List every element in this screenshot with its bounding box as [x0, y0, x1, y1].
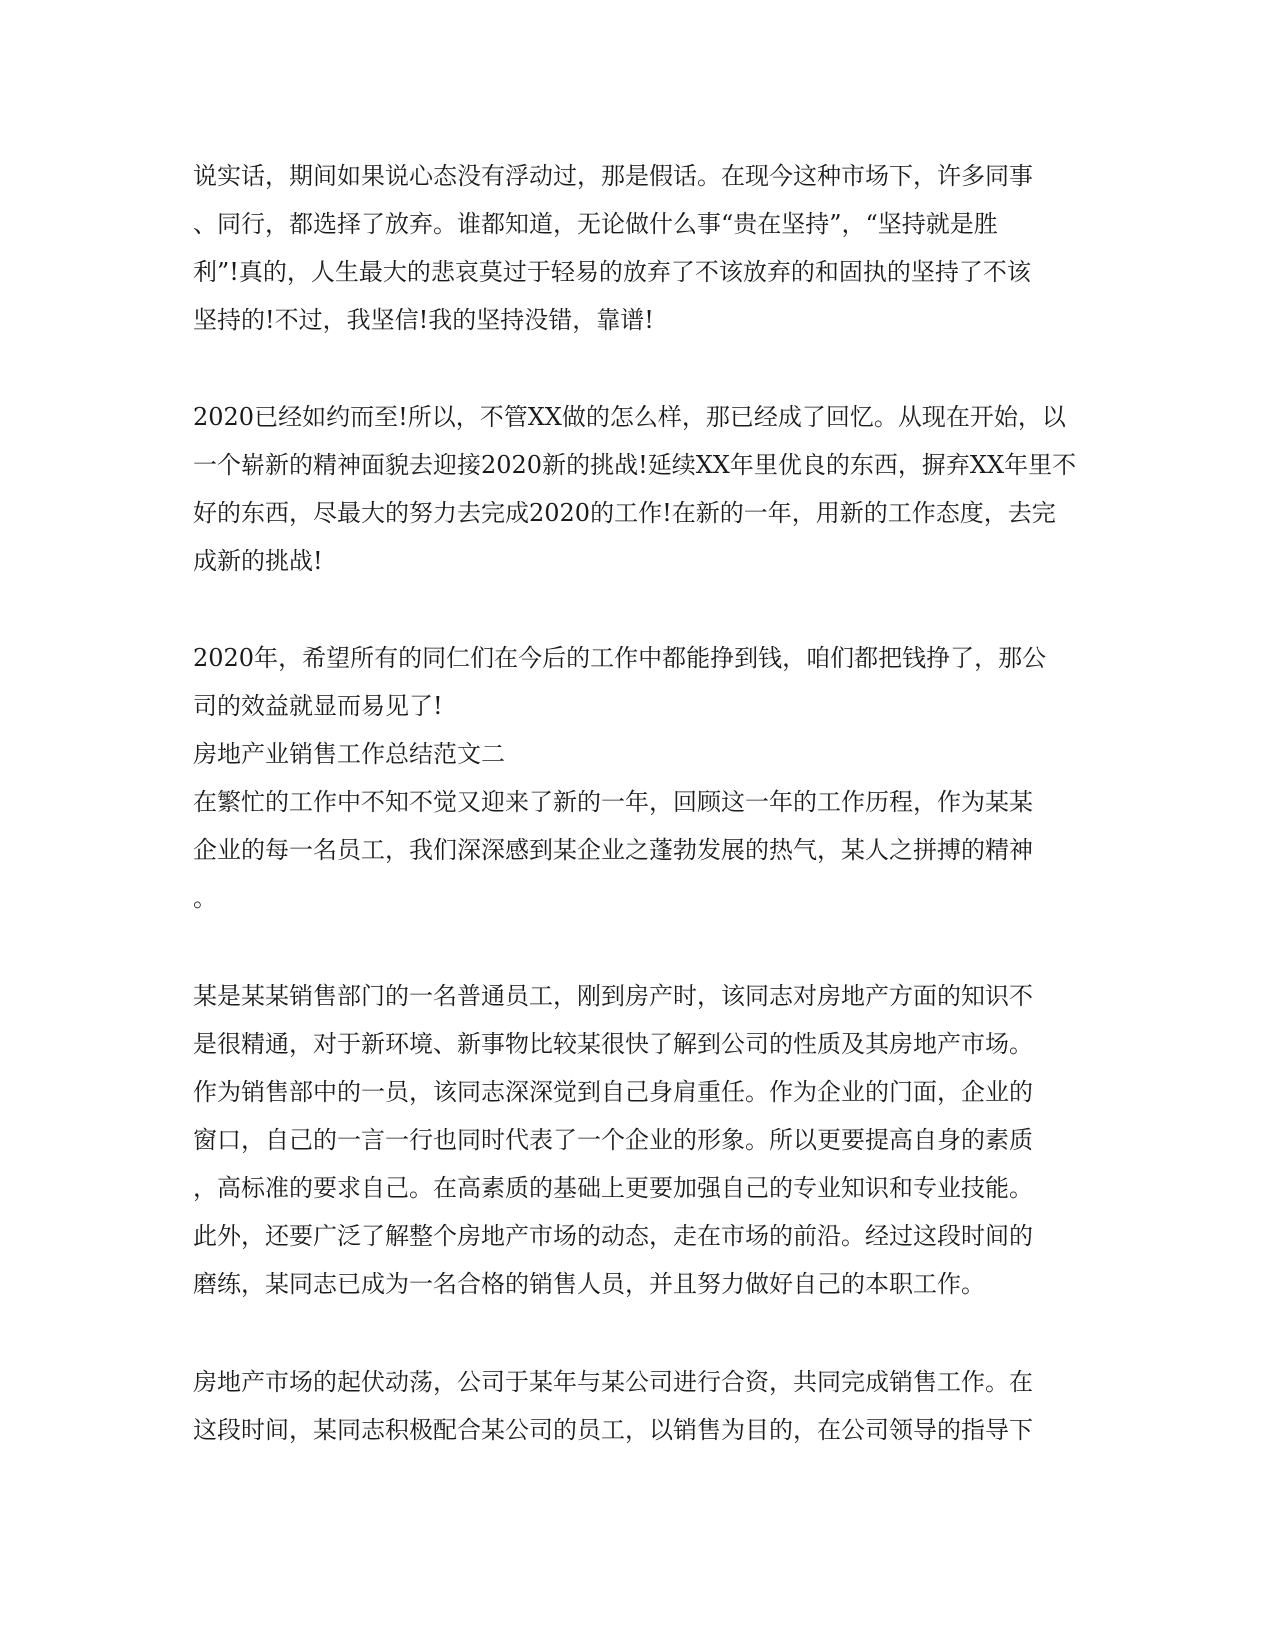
text-line: 成新的挑战!: [193, 547, 323, 575]
text-line: 利”!真的，人生最大的悲哀莫过于轻易的放弃了不该放弃的和固执的坚持了不该: [193, 258, 1031, 286]
text-line: 2020已经如约而至!所以，不管XX做的怎么样，那已经成了回忆。从现在开始，以: [193, 403, 1066, 431]
paragraph-2: [193, 393, 1083, 585]
text-line: 企业的每一名员工，我们深深感到某企业之蓬勃发展的热气，某人之拼搏的精神: [193, 836, 1033, 864]
text-line: 2020年，希望所有的同仁们在今后的工作中都能挣到钱，咱们都把钱挣了，那公: [193, 644, 1047, 672]
text-line: 这段时间，某同志积极配合某公司的员工，以销售为目的，在公司领导的指导下: [193, 1416, 1033, 1444]
text-line: ，高标准的要求自己。在高素质的基础上更要加强自己的专业知识和专业技能。: [193, 1174, 1033, 1202]
paragraph-1: [193, 152, 1083, 344]
text-line: 某是某某销售部门的一名普通员工，刚到房产时，该同志对房地产方面的知识不: [193, 982, 1033, 1010]
section-heading: 房地产业销售工作总结范文二: [193, 740, 505, 768]
text-line: 。: [193, 884, 217, 912]
text-line: 房地产市场的起伏动荡，公司于某年与某公司进行合资，共同完成销售工作。在: [193, 1368, 1033, 1396]
paragraph-4: [193, 972, 1083, 1308]
text-line: 坚持的!不过，我坚信!我的坚持没错，靠谱!: [193, 306, 654, 334]
text-line: 是很精通，对于新环境、新事物比较某很快了解到公司的性质及其房地产市场。: [193, 1030, 1033, 1058]
text-line: 磨练，某同志已成为一名合格的销售人员，并且努力做好自己的本职工作。: [193, 1270, 985, 1298]
text-line: 在繁忙的工作中不知不觉又迎来了新的一年，回顾这一年的工作历程，作为某某: [193, 788, 1033, 816]
paragraph-5: [193, 1358, 1083, 1454]
text-line: 好的东西，尽最大的努力去完成2020的工作!在新的一年，用新的工作态度，去完: [193, 499, 1056, 527]
text-line: 作为销售部中的一员，该同志深深觉到自己身肩重任。作为企业的门面，企业的: [193, 1078, 1033, 1106]
paragraph-3: [193, 634, 1083, 922]
text-line: 说实话，期间如果说心态没有浮动过，那是假话。在现今这种市场下，许多同事: [193, 162, 1033, 190]
text-line: 窗口，自己的一言一行也同时代表了一个企业的形象。所以更要提高自身的素质: [193, 1126, 1033, 1154]
text-line: 、同行，都选择了放弃。谁都知道，无论做什么事“贵在坚持”，“坚持就是胜: [193, 210, 998, 238]
text-line: 此外，还要广泛了解整个房地产市场的动态，走在市场的前沿。经过这段时间的: [193, 1222, 1033, 1250]
text-line: 司的效益就显而易见了!: [193, 692, 443, 720]
text-line: 一个崭新的精神面貌去迎接2020新的挑战!延续XX年里优良的东西，摒弃XX年里不: [193, 451, 1077, 479]
